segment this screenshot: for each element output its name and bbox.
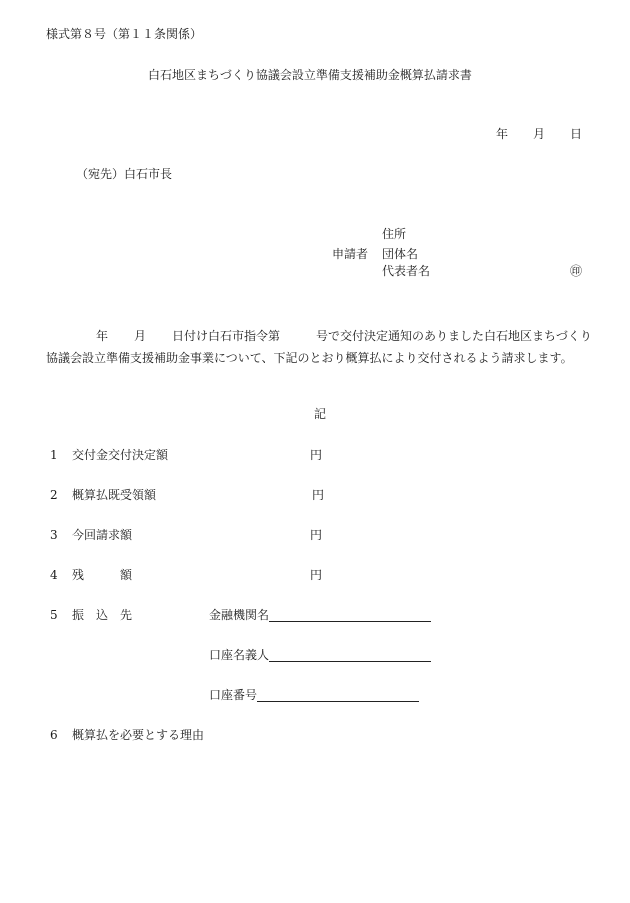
addressee: （宛先）白石市長 [76, 167, 173, 181]
item-2-num: 2 [50, 488, 58, 502]
account-number-field[interactable] [209, 688, 419, 702]
item-4-label: 残 額 [72, 568, 133, 582]
representative-label: 代表者名 [382, 264, 431, 278]
account-holder-line[interactable] [269, 649, 431, 662]
account-holder-field[interactable] [209, 648, 431, 662]
account-number-label: 口座番号 [209, 688, 258, 702]
item-4-num: 4 [50, 568, 58, 582]
applicant-label: 申請者 [332, 247, 369, 261]
reason-label: 概算払を必要とする理由 [72, 728, 205, 742]
item-5-num: 5 [50, 608, 58, 622]
form-number: 様式第８号（第１１条関係） [46, 27, 203, 41]
group-name-label: 団体名 [382, 247, 419, 261]
item-3-num: 3 [50, 528, 58, 542]
item-3-label: 今回請求額 [72, 528, 133, 542]
transfer-label: 振 込 先 [72, 608, 133, 622]
bank-name-field[interactable] [209, 608, 431, 622]
item-1-label: 交付金交付決定額 [72, 448, 169, 462]
document-title: 白石地区まちづくり協議会設立準備支援補助金概算払請求書 [148, 68, 472, 82]
account-number-line[interactable] [257, 689, 419, 702]
date-day: 日 [570, 127, 583, 141]
item-2-unit: 円 [312, 488, 325, 502]
bank-name-line[interactable] [269, 609, 431, 622]
request-body-text: 日付け白石市指令第 号で交付決定通知のありました白石地区まちづくり協議会設立準備支援補助金事業について、下記のとおり概算払により交付されるよう請求します。 [46, 329, 592, 365]
address-label: 住所 [382, 227, 407, 241]
account-holder-label: 口座名義人 [209, 648, 270, 662]
ki-heading: 記 [314, 407, 327, 421]
request-year: 年 [96, 329, 109, 343]
item-6-num: 6 [50, 728, 58, 742]
seal-mark: ㊞ [570, 264, 583, 278]
date-month: 月 [533, 127, 546, 141]
item-1-num: 1 [50, 448, 58, 462]
item-2-label: 概算払既受領額 [72, 488, 157, 502]
request-paragraph [46, 325, 594, 369]
date-year: 年 [496, 127, 509, 141]
item-1-unit: 円 [310, 448, 323, 462]
request-month: 月 [134, 329, 147, 343]
bank-name-label: 金融機関名 [209, 608, 270, 622]
item-4-unit: 円 [310, 568, 323, 582]
item-3-unit: 円 [310, 528, 323, 542]
